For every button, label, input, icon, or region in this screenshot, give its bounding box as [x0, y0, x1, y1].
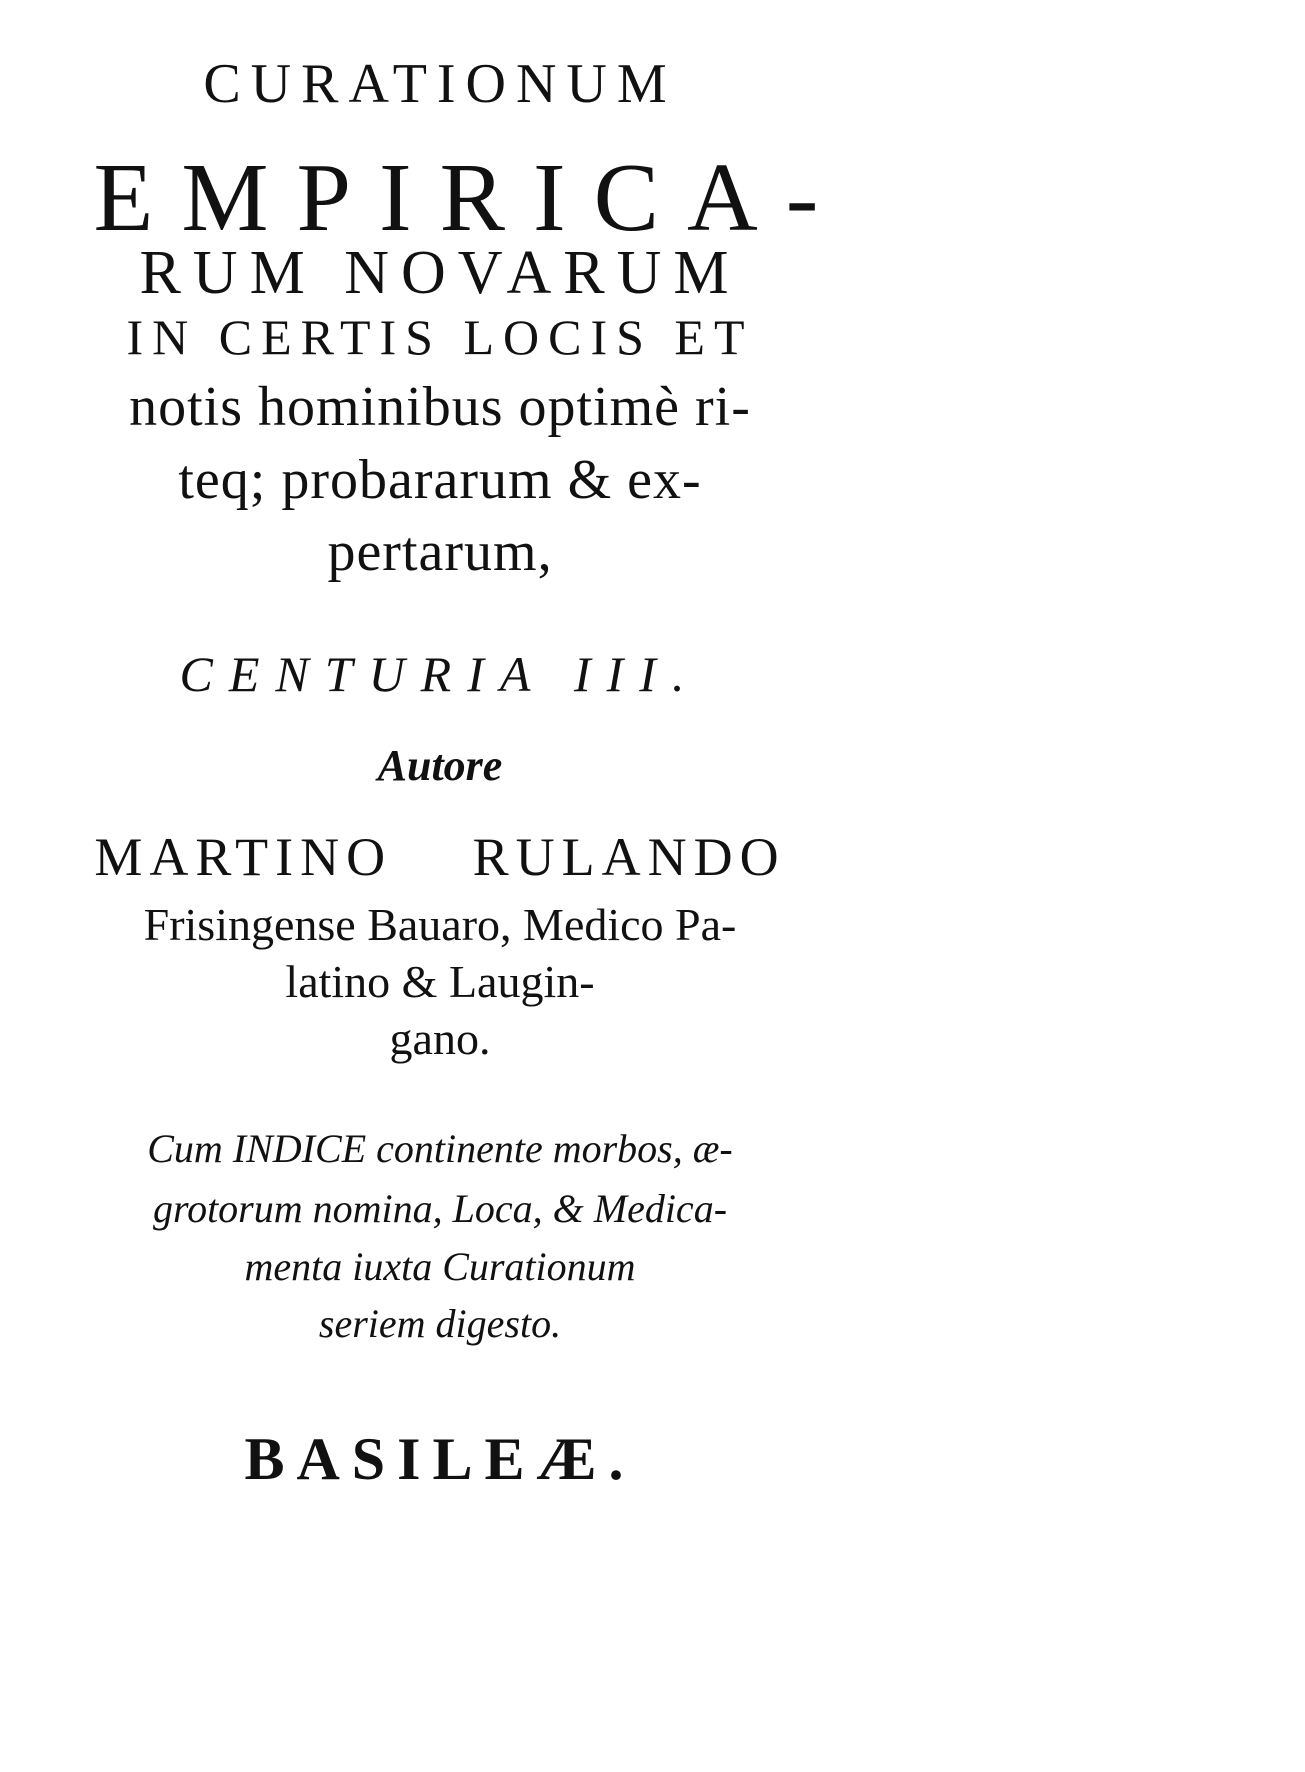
title-line-notis-hominibus: notis hominibus optimè ri- — [129, 376, 751, 438]
author-description-line-2: latino & Laugin- — [285, 956, 595, 1007]
title-line-curationum: CURATIONUM — [203, 53, 677, 115]
title-line-expertarum: pertarum, — [327, 521, 553, 583]
title-line-rum-novarum: RUM NOVARUM — [139, 239, 741, 307]
index-note-line-3: menta iuxta Curationum — [244, 1244, 636, 1289]
author-name: MARTINO RULANDO — [94, 827, 786, 887]
imprint-place: BASILEÆ. — [244, 1426, 636, 1492]
index-note-line-2: grotorum nomina, Loca, & Medica- — [152, 1186, 728, 1231]
author-description-line-1: Frisingense Bauaro, Medico Pa- — [143, 899, 737, 950]
autore-label: Autore — [377, 741, 503, 790]
title-line-probatarum: teq; probararum & ex- — [178, 449, 702, 511]
centuria-heading: CENTURIA III. — [179, 646, 701, 702]
title-line-empirica: EMPIRICA- — [93, 144, 847, 252]
index-note-line-4: seriem digesto. — [318, 1301, 562, 1346]
title-line-in-certis-locis: IN CERTIS LOCIS ET — [126, 309, 754, 365]
author-description-line-3: gano. — [389, 1013, 491, 1064]
index-note-line-1: Cum INDICE continente morbos, æ- — [147, 1126, 733, 1171]
